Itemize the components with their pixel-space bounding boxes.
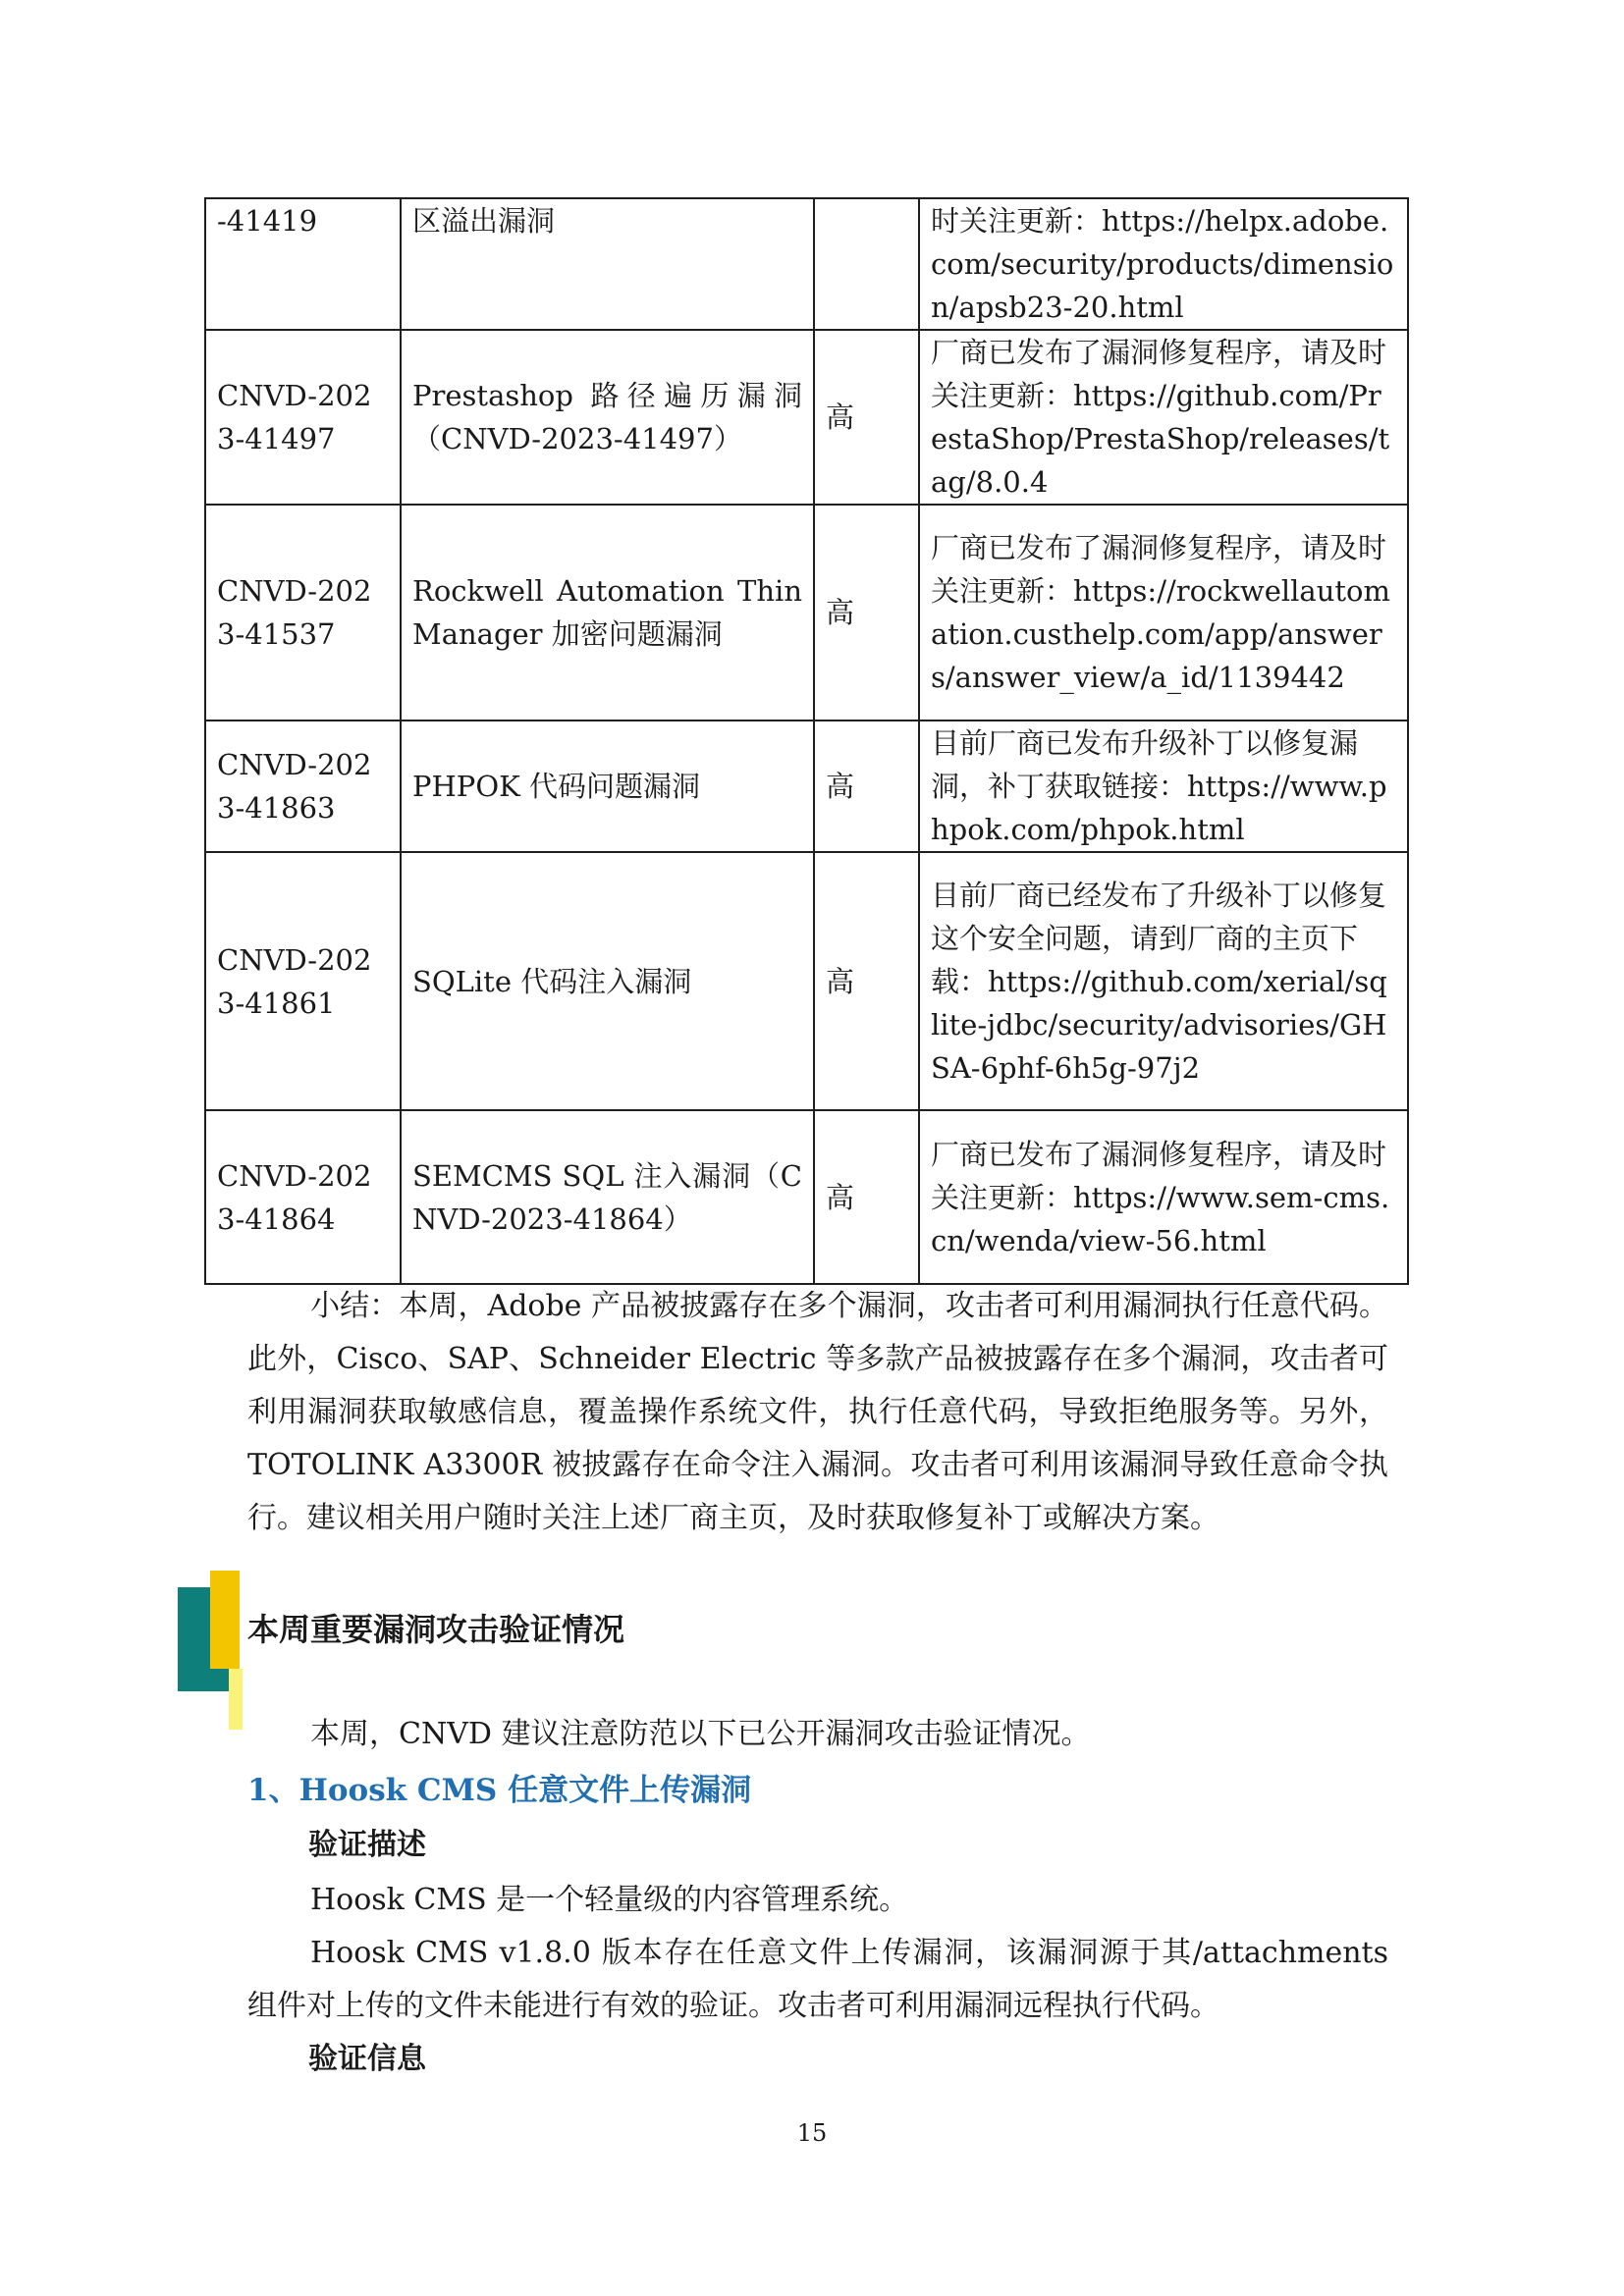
vuln-fix-cell: 目前厂商已经发布了升级补丁以修复这个安全问题，请到厂商的主页下载：https://github.com/xerial/sqlite-jdbc/security/advisories/GHSA-6phf-6h5g-97j2 bbox=[919, 852, 1408, 1110]
table-row bbox=[205, 505, 1408, 721]
vuln-level-cell: 高 bbox=[814, 505, 919, 721]
section-heading: 本周重要漏洞攻击验证情况 bbox=[247, 1611, 625, 1648]
vuln-name-cell: Rockwell Automation ThinManager 加密问题漏洞 bbox=[401, 505, 814, 721]
table-row bbox=[205, 330, 1408, 505]
description-paragraph-2: Hoosk CMS v1.8.0 版本存在任意文件上传漏洞，该漏洞源于其/attachments 组件对上传的文件未能进行有效的验证。攻击者可利用漏洞远程执行代码。 bbox=[247, 1936, 1388, 2023]
vuln-id-cell: CNVD-2023-41861 bbox=[205, 852, 401, 1110]
vuln-name-cell: SEMCMS SQL 注入漏洞（CNVD-2023-41864） bbox=[401, 1110, 814, 1284]
verification-info-heading: 验证信息 bbox=[308, 2042, 426, 2076]
vuln-id-cell: CNVD-2023-41863 bbox=[205, 721, 401, 852]
heading-yellow-block bbox=[210, 1571, 240, 1669]
vuln-level-cell: 高 bbox=[814, 852, 919, 1110]
vulnerability-table bbox=[204, 197, 1409, 1285]
section-intro: 本周，CNVD 建议注意防范以下已公开漏洞攻击验证情况。 bbox=[310, 1717, 1091, 1751]
vuln-name-cell: 区溢出漏洞 bbox=[401, 198, 814, 330]
table-row bbox=[205, 1110, 1408, 1284]
vuln-level-cell: 高 bbox=[814, 330, 919, 505]
page-number: 15 bbox=[796, 2119, 828, 2147]
vuln-name-cell: Prestashop 路径遍历漏洞（CNVD-2023-41497） bbox=[401, 330, 814, 505]
table-row bbox=[205, 198, 1408, 330]
vuln-fix-cell: 厂商已发布了漏洞修复程序，请及时关注更新：https://rockwellautomation.custhelp.com/app/answers/answer_view/a_id/1139442 bbox=[919, 505, 1408, 721]
vuln-id-cell: CNVD-2023-41537 bbox=[205, 505, 401, 721]
vuln-name-cell: PHPOK 代码问题漏洞 bbox=[401, 721, 814, 852]
summary-text: 小结：本周，Adobe 产品被披露存在多个漏洞，攻击者可利用漏洞执行任意代码。此外，Cisco、SAP、Schneider Electric 等多款产品被披露存在多个漏洞，攻击者可利用漏洞获取敏感信息，覆盖操作系统文件，执行任意代码，导致拒绝服务等。另外，TOTOLINK A3300R 被披露存在命令注入漏洞。攻击者可利用该漏洞导致任意命令执行。建议相关用户随时关注上述厂商主页，及时获取修复补丁或解决方案。 bbox=[247, 1289, 1388, 1535]
description-paragraph-1: Hoosk CMS 是一个轻量级的内容管理系统。 bbox=[310, 1883, 909, 1917]
vuln-fix-cell: 时关注更新：https://helpx.adobe.com/security/products/dimension/apsb23-20.html bbox=[919, 198, 1408, 330]
summary-paragraph bbox=[247, 1280, 1388, 1545]
vuln-name-cell: SQLite 代码注入漏洞 bbox=[401, 852, 814, 1110]
heading-light-yellow-block bbox=[229, 1669, 243, 1730]
vuln-level-cell: 高 bbox=[814, 721, 919, 852]
vuln-level-cell bbox=[814, 198, 919, 330]
vuln-id-cell: CNVD-2023-41864 bbox=[205, 1110, 401, 1284]
vuln-level-cell: 高 bbox=[814, 1110, 919, 1284]
vuln-id-cell: -41419 bbox=[205, 198, 401, 330]
table-row bbox=[205, 721, 1408, 852]
vuln-id-cell: CNVD-2023-41497 bbox=[205, 330, 401, 505]
vuln-fix-cell: 目前厂商已发布升级补丁以修复漏洞，补丁获取链接：https://www.phpok.com/phpok.html bbox=[919, 721, 1408, 852]
vuln-fix-cell: 厂商已发布了漏洞修复程序，请及时关注更新：https://www.sem-cms.cn/wenda/view-56.html bbox=[919, 1110, 1408, 1284]
item-heading: 1、Hoosk CMS 任意文件上传漏洞 bbox=[247, 1773, 752, 1808]
vuln-fix-cell: 厂商已发布了漏洞修复程序，请及时关注更新：https://github.com/PrestaShop/PrestaShop/releases/tag/8.0.4 bbox=[919, 330, 1408, 505]
table-row bbox=[205, 852, 1408, 1110]
verification-description-heading: 验证描述 bbox=[308, 1828, 426, 1862]
